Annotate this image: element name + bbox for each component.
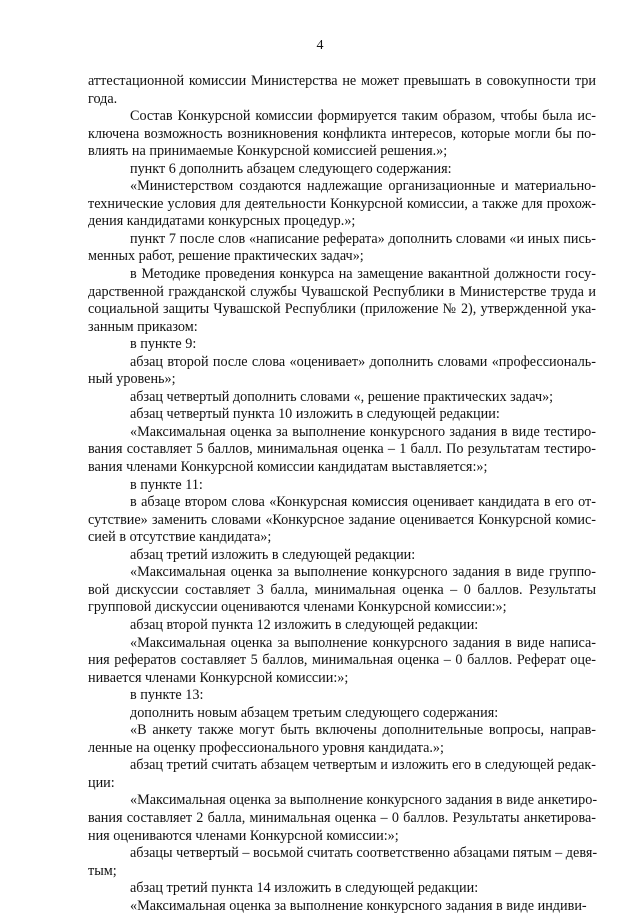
paragraph-line: ции: xyxy=(88,774,115,791)
paragraph-line: вания составляет 5 баллов, минимальная оценка – 1 балл. По результатам тестиро- xyxy=(88,441,596,458)
paragraph-line: «Максимальная оценка за выполнение конкурсного задания в виде написа- xyxy=(130,634,596,651)
paragraph-line: пункт 6 дополнить абзацем следующего содержания: xyxy=(130,160,452,177)
paragraph-line: Состав Конкурсной комиссии формируется таким образом, чтобы была ис- xyxy=(130,108,596,125)
paragraph-line: «Министерством создаются надлежащие организационные и материально- xyxy=(130,178,596,195)
paragraph-line: занным приказом: xyxy=(88,318,198,335)
paragraph xyxy=(88,792,596,845)
paragraph-line: групповой дискуссии оцениваются членами Конкурсной комиссии:»; xyxy=(88,599,507,616)
paragraph-line: абзац второй после слова «оценивает» дополнить словами «профессиональ- xyxy=(130,353,596,370)
paragraph-line: абзац третий изложить в следующей редакции: xyxy=(130,546,416,563)
paragraph xyxy=(88,231,596,266)
paragraph-line: социальной защиты Чувашской Республики (приложение № 2), утвержденной ука- xyxy=(88,301,596,318)
paragraph xyxy=(88,617,596,635)
paragraph xyxy=(88,73,596,108)
paragraph xyxy=(88,880,596,898)
paragraph xyxy=(88,108,596,161)
paragraph-line: абзац второй пункта 12 изложить в следующей редакции: xyxy=(130,616,479,633)
paragraph xyxy=(88,687,596,705)
paragraph xyxy=(88,705,596,723)
paragraph xyxy=(88,161,596,179)
paragraph xyxy=(88,722,596,757)
paragraph-line: аттестационной комиссии Министерства не может превышать в совокупности три xyxy=(88,73,596,89)
paragraph-line: вой дискуссии составляет 3 балла, минимальная оценка – 0 баллов. Результаты xyxy=(88,581,596,598)
paragraph-line: пункт 7 после слов «написание реферата» дополнить словами «и иных пись- xyxy=(130,230,596,247)
paragraph-line: «В анкету также могут быть включены дополнительные вопросы, направ- xyxy=(130,722,596,739)
paragraph xyxy=(88,389,596,407)
paragraph xyxy=(88,898,596,915)
paragraph xyxy=(88,424,596,477)
paragraph-line: в Методике проведения конкурса на замещение вакантной должности госу- xyxy=(130,266,596,283)
paragraph xyxy=(88,354,596,389)
paragraph-line: ния рефератов составляет 5 баллов, минимальная оценка – 0 баллов. Реферат оце- xyxy=(88,652,596,669)
paragraph-line: сутствие» заменить словами «Конкурсное задание оценивается Конкурсной комис- xyxy=(88,511,596,528)
page-number: 4 xyxy=(316,38,324,53)
paragraph xyxy=(88,494,596,547)
paragraph-line: нивается членами Конкурсной комиссии:»; xyxy=(88,669,349,686)
paragraph-line: ный уровень»; xyxy=(88,371,176,388)
paragraph-line: ленные на оценку профессионального уровня кандидата.»; xyxy=(88,739,444,756)
paragraph-line: технические условия для деятельности Конкурсной комиссии, а также для прохож- xyxy=(88,195,596,212)
paragraph-line: дополнить новым абзацем третьим следующего содержания: xyxy=(130,704,499,721)
paragraph-line: абзац третий считать абзацем четвертым и изложить его в следующей редак- xyxy=(130,757,596,774)
paragraph-line: ния оцениваются членами Конкурсной комиссии:»; xyxy=(88,827,399,844)
paragraph-line: абзац четвертый пункта 10 изложить в следующей редакции: xyxy=(130,406,500,423)
paragraph xyxy=(88,547,596,565)
paragraph xyxy=(88,406,596,424)
paragraph xyxy=(88,477,596,495)
paragraph-line: дения кандидатами конкурсных процедур.»; xyxy=(88,213,356,230)
paragraph-line: «Максимальная оценка за выполнение конкурсного задания в виде индиви- xyxy=(130,897,587,914)
paragraph-line: абзац третий пункта 14 изложить в следующей редакции: xyxy=(130,880,479,897)
paragraph xyxy=(88,757,596,792)
paragraph-line: в пункте 13: xyxy=(130,687,204,704)
paragraph-line: вания членами Конкурсной комиссии кандидатам выставляется:»; xyxy=(88,459,488,476)
paragraph xyxy=(88,635,596,688)
paragraph xyxy=(88,336,596,354)
paragraph xyxy=(88,178,596,231)
paragraph-line: «Максимальная оценка за выполнение конкурсного задания в виде тестиро- xyxy=(130,423,596,440)
paragraph-line: «Максимальная оценка за выполнение конкурсного задания в виде анкетиро- xyxy=(130,792,598,809)
paragraph-line: в пункте 9: xyxy=(130,336,197,353)
paragraph xyxy=(88,564,596,617)
paragraph-line: менных работ, решение практических задач»; xyxy=(88,248,364,265)
paragraph-line: абзац четвертый дополнить словами «, решение практических задач»; xyxy=(130,388,554,405)
paragraph-line: сией в отсутствие кандидата»; xyxy=(88,529,272,546)
paragraph-line: влиять на принимаемые Конкурсной комиссией решения.»; xyxy=(88,143,448,160)
paragraph-line: дарственной гражданской службы Чувашской Республики в Министерстве труда и xyxy=(88,283,596,300)
paragraph xyxy=(88,266,596,336)
paragraph-line: в пункте 11: xyxy=(130,476,203,493)
paragraph-line: «Максимальная оценка за выполнение конкурсного задания в виде группо- xyxy=(130,564,596,581)
paragraph-line: ключена возможность возникновения конфликта интересов, которые могли бы по- xyxy=(88,125,596,142)
document-body xyxy=(88,73,596,915)
paragraph xyxy=(88,845,596,880)
paragraph-line: вания составляет 2 балла, минимальная оценка – 0 баллов. Результаты анкетирова- xyxy=(88,809,596,826)
paragraph-line: тым; xyxy=(88,862,117,879)
paragraph-line: года. xyxy=(88,90,118,107)
paragraph-line: в абзаце втором слова «Конкурсная комиссия оценивает кандидата в его от- xyxy=(130,494,596,511)
paragraph-line: абзацы четвертый – восьмой считать соответственно абзацами пятым – девя- xyxy=(130,845,598,862)
